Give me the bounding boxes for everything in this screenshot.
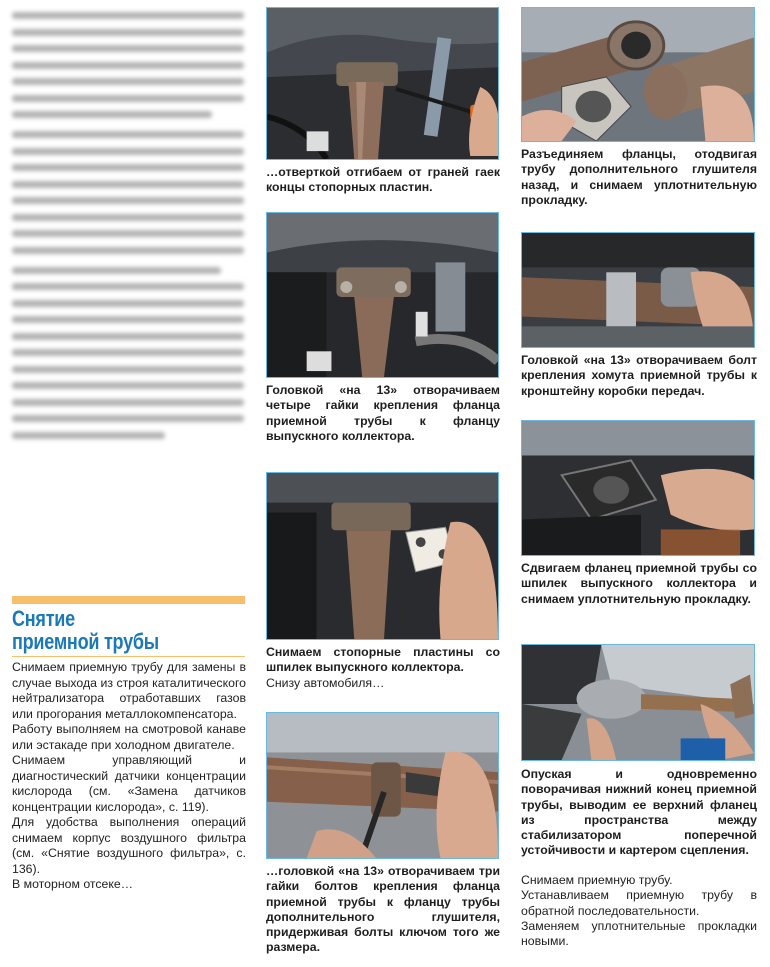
closing-text	[521, 873, 757, 949]
blurred-text-line	[12, 247, 244, 254]
caption-text: Головкой «на 13» отворачиваем четыре гайки крепления фланца приемной трубы к фланцу выпускного коллектора.	[266, 383, 500, 443]
blurred-text-line	[12, 29, 244, 36]
caption-text: Головкой «на 13» отворачиваем болт крепления хомута приемной трубы к кронштейну коробки передач.	[521, 353, 757, 398]
blurred-text-line	[12, 432, 165, 439]
caption-text: Опуская и одновременно поворачивая нижний конец приемной трубы, выводим ее верхний фланец из пространства между стабилизатором поперечной устойчивости и картером сцепления.	[521, 767, 757, 858]
paragraph: Снимаем управляющий и диагностический датчики концентрации кислорода (см. «Замена датчиков концентрации кислорода», с. 119).	[12, 753, 246, 814]
blurred-text-line	[12, 45, 244, 52]
caption-text: Снимаем стопорные пластины со шпилек выпускного коллектора.	[266, 645, 500, 675]
caption-text: Разъединяем фланцы, отодвигая трубу дополнительного глушителя назад, и снимаем уплотнительную прокладку.	[521, 147, 757, 207]
blurred-text-line	[12, 214, 244, 221]
photo-lowering-downpipe	[521, 644, 755, 761]
step-caption	[266, 864, 500, 956]
blurred-text-line	[12, 131, 244, 138]
photo-separating-flanges	[521, 7, 755, 142]
photo-clamp-bolt	[521, 232, 755, 348]
blurred-text-line	[12, 267, 221, 274]
step-caption	[521, 561, 757, 607]
blurred-text-line	[12, 181, 244, 188]
paragraph: Заменяем уплотнительные прокладки новыми.	[521, 918, 757, 949]
photo-removing-lock-plates	[266, 472, 499, 640]
blurred-text-line	[12, 316, 244, 323]
caption-text: Сдвигаем фланец приемной трубы со шпилек выпускного коллектора и снимаем уплотнительную прокладку.	[521, 561, 757, 606]
section-title	[12, 607, 209, 653]
blurred-text-line	[12, 78, 244, 85]
blurred-text-line	[12, 197, 244, 204]
paragraph: В моторном отсеке…	[12, 877, 134, 891]
paragraph: Работу выполняем на смотровой канаве или эстакаде при холодном двигателе.	[12, 722, 246, 752]
blurred-text-line	[12, 349, 244, 356]
caption-note: Снизу автомобиля…	[266, 675, 385, 690]
section-body	[12, 660, 246, 893]
step-caption	[266, 165, 500, 196]
paragraph: Устанавливаем приемную трубу в обратной последовательности.	[521, 888, 757, 918]
section-title-line1: Снятие	[12, 606, 75, 631]
photo-sliding-flange	[521, 420, 755, 556]
paragraph: Снимаем приемную трубу для замены в случае выхода из строя каталитического нейтрализатора отработавших газов или прогорания металлокомпенсатора.	[12, 660, 246, 721]
section-title-line2: приемной трубы	[12, 629, 159, 654]
step-caption	[521, 147, 757, 208]
blurred-text-line	[12, 333, 244, 340]
blurred-text-line	[12, 283, 244, 290]
caption-text: …отверткой отгибаем от граней гаек концы стопорных пластин.	[266, 165, 500, 195]
photo-manifold-flange-nuts	[266, 212, 499, 378]
section-accent-bar	[12, 596, 245, 604]
paragraph: Снимаем приемную трубу.	[521, 873, 673, 887]
blurred-text-line	[12, 148, 244, 155]
paragraph: Для удобства выполнения операций снимаем корпус воздушного фильтра (см. «Снятие воздушного фильтра», с. 136).	[12, 815, 246, 876]
section-divider	[12, 656, 245, 657]
photo-wrench-flange-bolts	[266, 712, 499, 859]
blurred-text-line	[12, 111, 212, 118]
step-caption	[266, 383, 500, 444]
blurred-text-line	[12, 62, 244, 69]
blurred-text-line	[12, 382, 244, 389]
photo-screwdriver-lock-plates	[266, 7, 499, 160]
step-caption	[521, 353, 757, 399]
blurred-text-line	[12, 95, 244, 102]
blurred-text-line	[12, 12, 244, 19]
blurred-text-line	[12, 230, 244, 237]
blurred-text-line	[12, 415, 244, 422]
step-caption	[521, 767, 757, 859]
caption-text: …головкой «на 13» отворачиваем три гайки болтов крепления фланца приемной трубы к фланцу трубы дополнительного глушителя, придерживая болты ключом того же размера.	[266, 864, 500, 955]
blurred-text-line	[12, 366, 244, 373]
blurred-text-block	[12, 12, 244, 448]
blurred-text-line	[12, 399, 244, 406]
blurred-text-line	[12, 164, 244, 171]
step-caption	[266, 645, 500, 691]
blurred-text-line	[12, 300, 244, 307]
